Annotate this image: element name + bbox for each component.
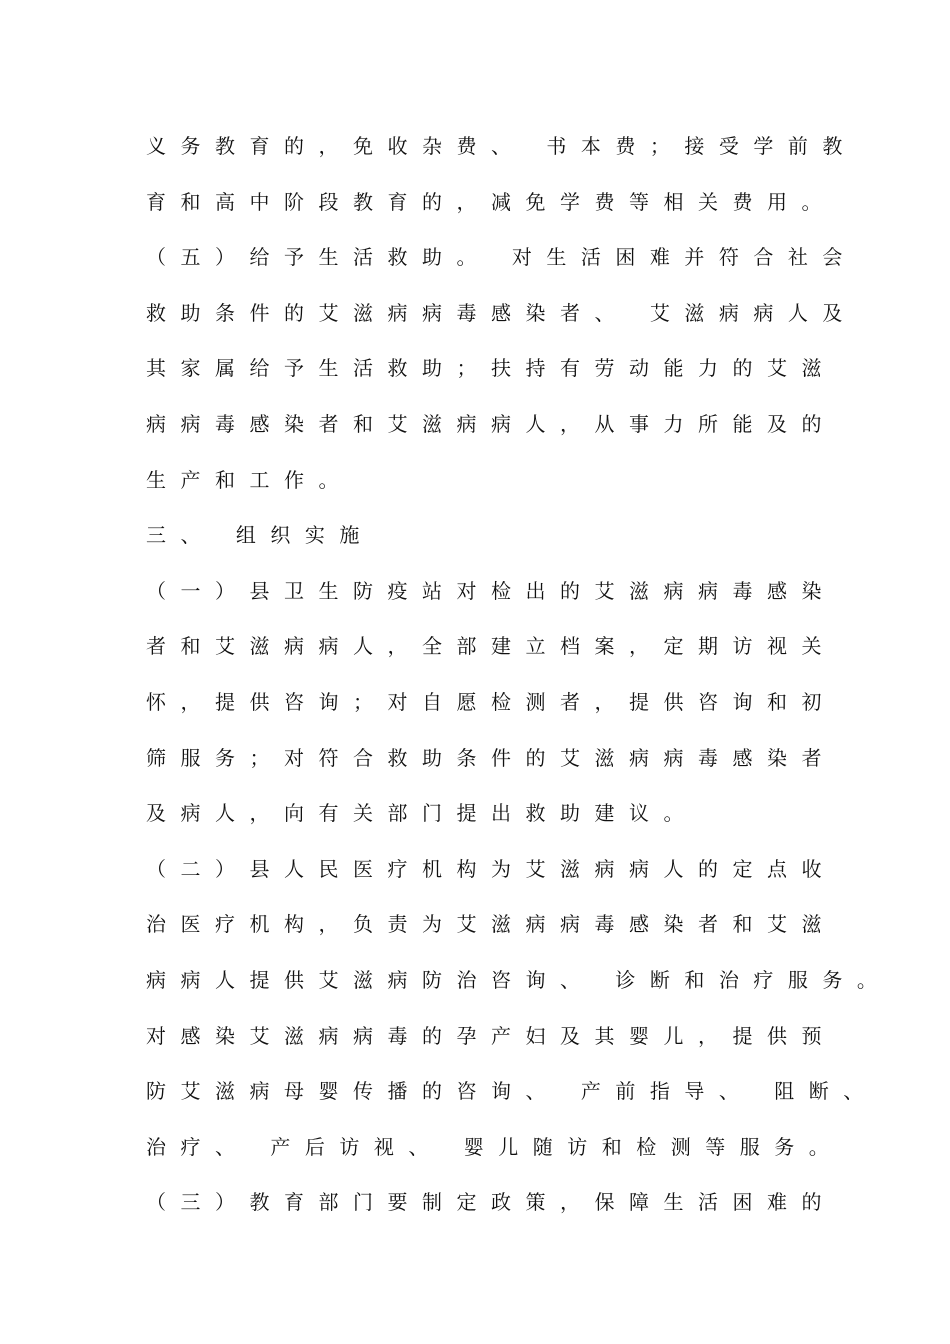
body-text — [146, 119, 892, 1231]
text-line: （一）县卫生防疫站对检出的艾滋病病毒感染 — [146, 578, 836, 603]
text-line: 病病人提供艾滋病防治咨询、 诊断和治疗服务。 — [146, 967, 892, 992]
text-line: 怀，提供咨询；对自愿检测者，提供咨询和初 — [146, 689, 836, 714]
text-line: 筛服务；对符合救助条件的艾滋病病毒感染者 — [146, 745, 836, 770]
text-line: 及病人，向有关部门提出救助建议。 — [146, 801, 698, 826]
text-line: 治医疗机构，负责为艾滋病病毒感染者和艾滋 — [146, 912, 836, 937]
text-line: 对感染艾滋病病毒的孕产妇及其婴儿，提供预 — [146, 1023, 836, 1048]
text-line: 育和高中阶段教育的，减免学费等相关费用。 — [146, 189, 836, 214]
section-heading: 三、 组织实施 — [146, 523, 374, 548]
text-line: 义务教育的，免收杂费、 书本费；接受学前教 — [146, 134, 857, 158]
text-line: 生产和工作。 — [146, 467, 353, 492]
text-line: 治疗、 产后访视、 婴儿随访和检测等服务。 — [146, 1134, 844, 1159]
text-line: 病病毒感染者和艾滋病病人，从事力所能及的 — [146, 411, 836, 436]
text-line: （五）给予生活救助。 对生活困难并符合社会 — [146, 245, 857, 270]
text-line: （二）县人民医疗机构为艾滋病病人的定点收 — [146, 856, 836, 881]
text-line: 其家属给予生活救助；扶持有劳动能力的艾滋 — [146, 356, 836, 381]
text-line: 救助条件的艾滋病病毒感染者、 艾滋病病人及 — [146, 300, 857, 325]
text-line: （三）教育部门要制定政策，保障生活困难的 — [146, 1190, 836, 1215]
text-line: 者和艾滋病病人，全部建立档案，定期访视关 — [146, 634, 836, 659]
text-line: 防艾滋病母婴传播的咨询、 产前指导、 阻断、 — [146, 1079, 878, 1104]
